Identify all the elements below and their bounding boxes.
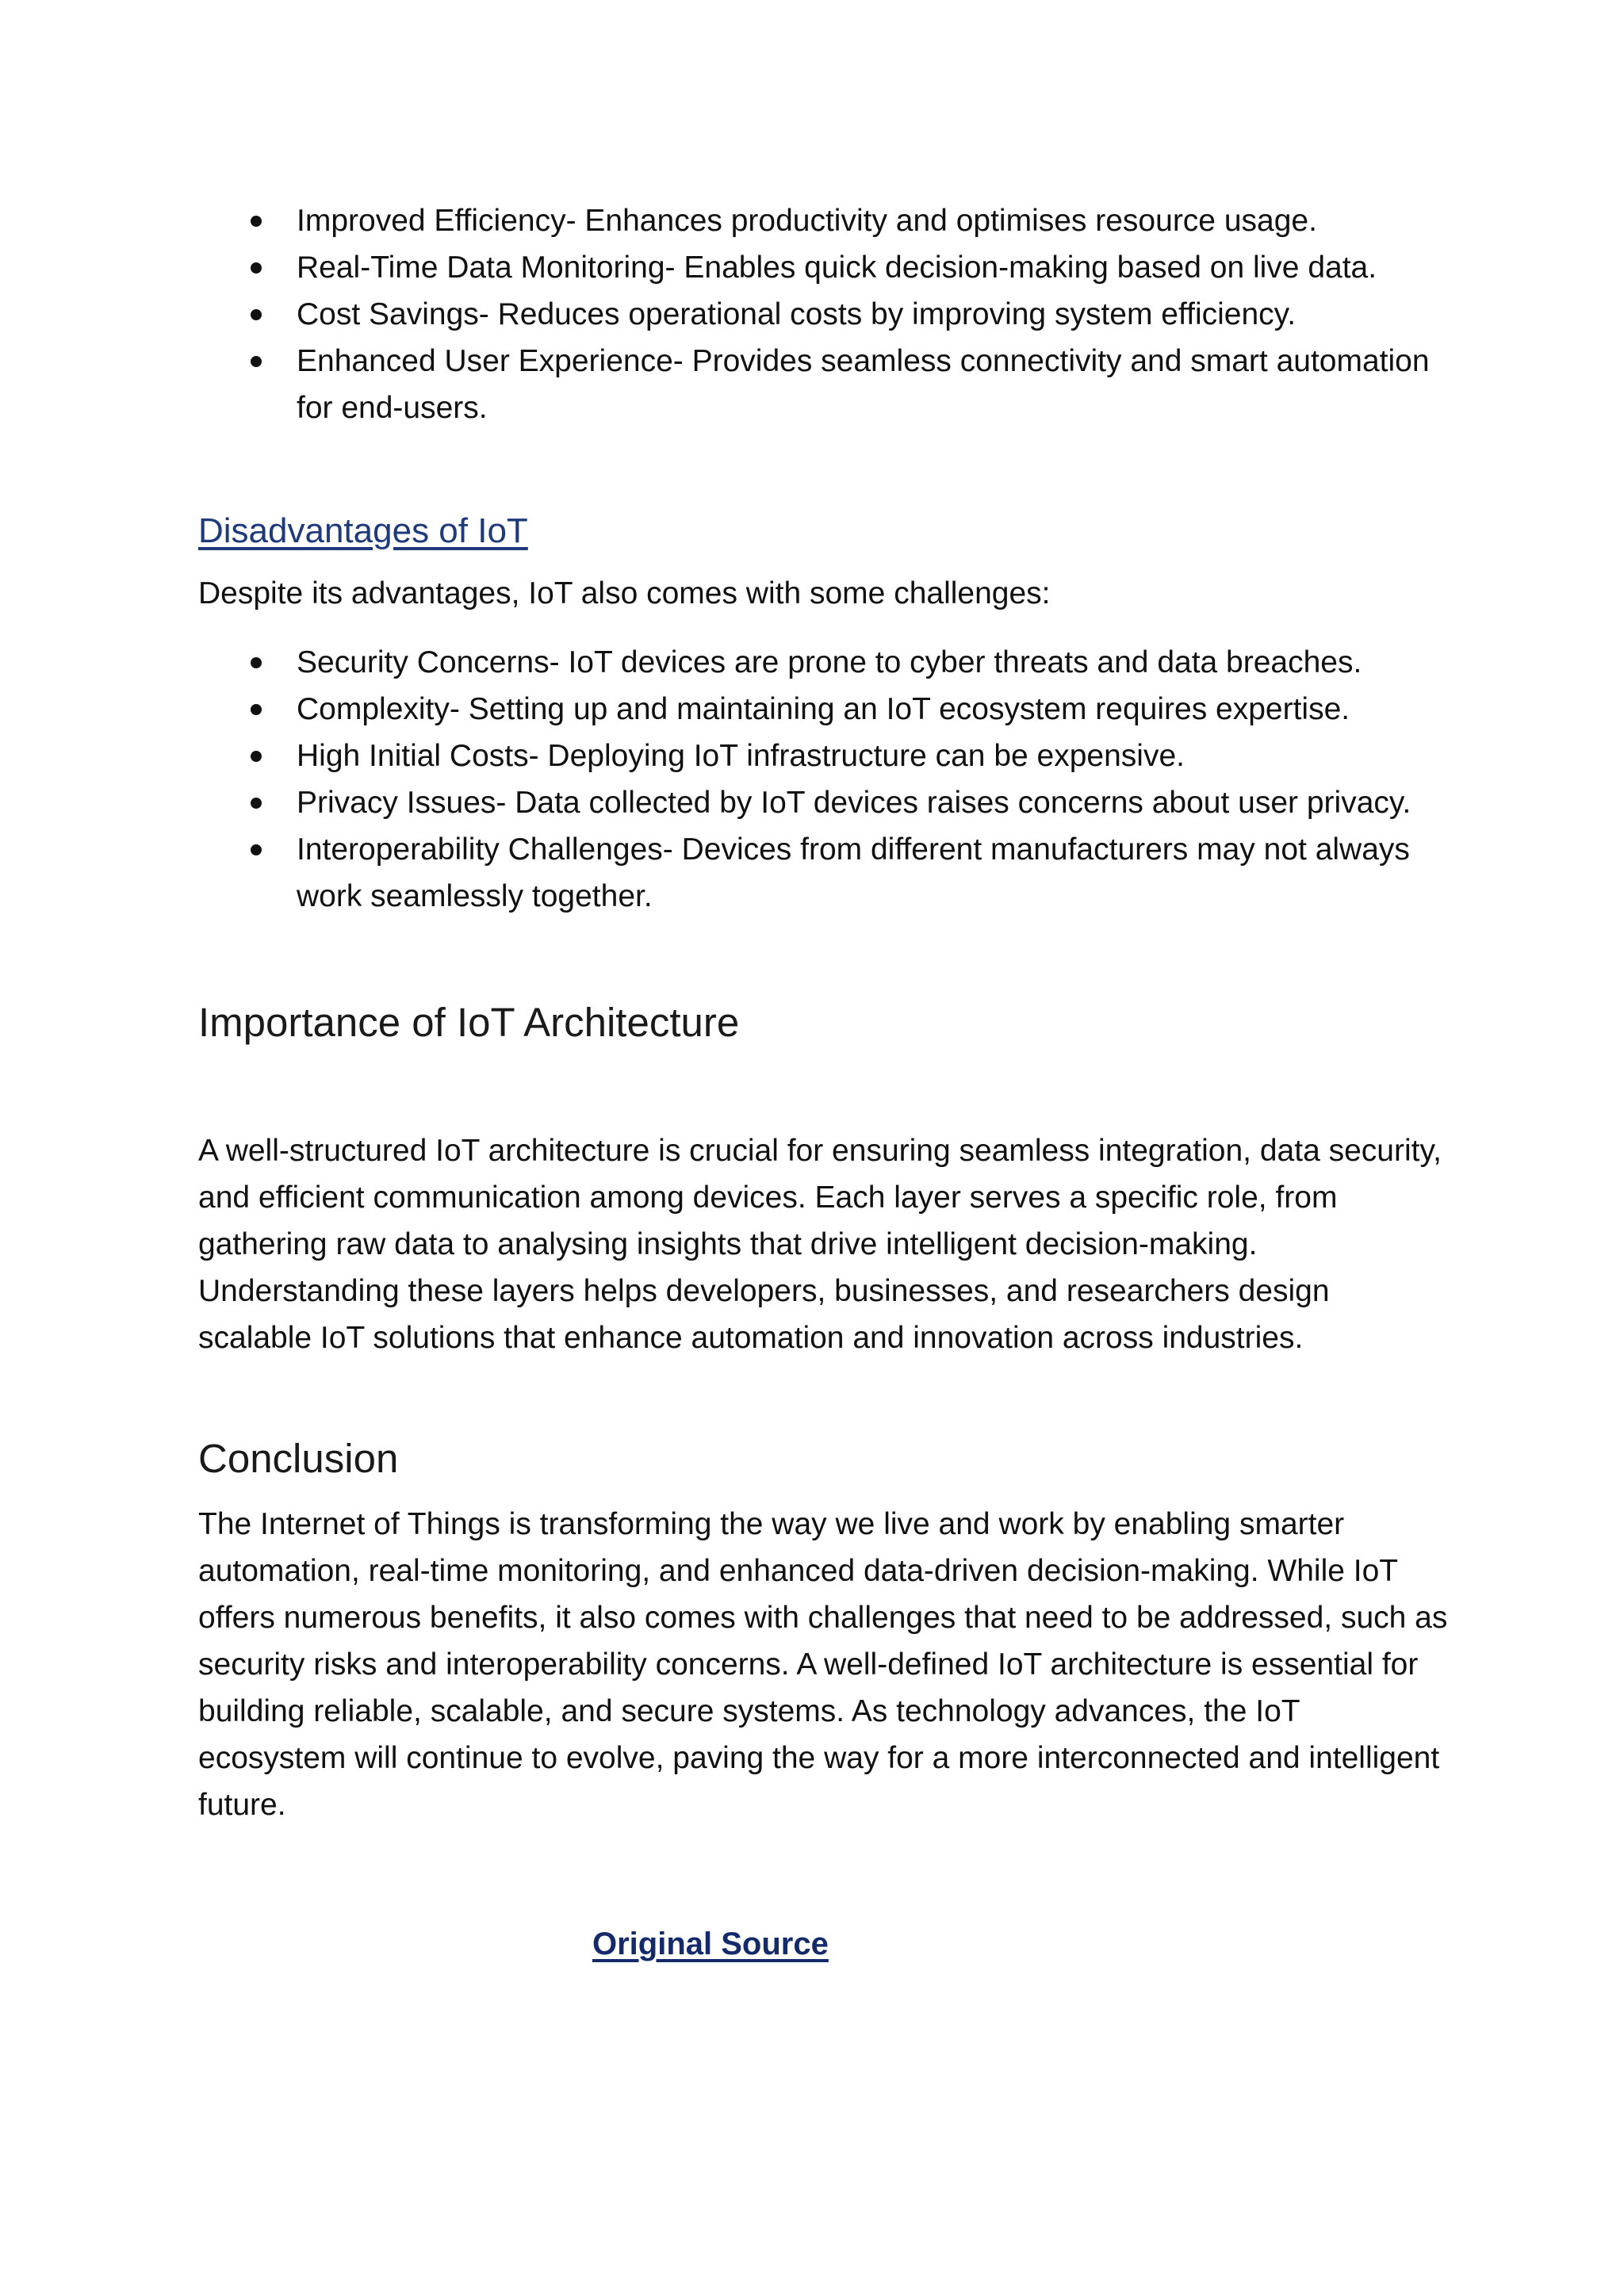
list-item xyxy=(198,338,1451,431)
list-item-text: High Initial Costs- Deploying IoT infrastructure can be expensive. xyxy=(297,739,1185,773)
bullet-icon xyxy=(251,751,262,762)
importance-paragraph: A well-structured IoT architecture is crucial for ensuring seamless integration, data security, and efficient communication among devices. Each layer serves a specific role, from gathering raw data to analysing insights that drive intelligent decision-making. Understanding these layers helps developers, businesses, and researchers design scalable IoT solutions that enhance automation and innovation across industries. xyxy=(198,1134,1442,1355)
list-item-text: Complexity- Setting up and maintaining an IoT ecosystem requires expertise. xyxy=(297,692,1350,726)
bullet-icon xyxy=(251,704,262,715)
bullet-icon xyxy=(251,309,262,320)
disadvantages-intro: Despite its advantages, IoT also comes with some challenges: xyxy=(198,576,1051,610)
disadvantages-heading-link[interactable]: Disadvantages of IoT xyxy=(198,511,528,550)
list-item-text: Interoperability Challenges- Devices from different manufacturers may not always work seamlessly together. xyxy=(297,832,1410,913)
list-item-text: Enhanced User Experience- Provides seamless connectivity and smart automation for end-users. xyxy=(297,344,1430,425)
disadvantages-list xyxy=(198,639,1451,920)
list-item xyxy=(198,197,1451,244)
list-item xyxy=(198,826,1451,920)
bullet-icon xyxy=(251,262,262,274)
list-item-text: Real-Time Data Monitoring- Enables quick decision-making based on live data. xyxy=(297,251,1377,285)
advantages-list xyxy=(198,197,1451,431)
conclusion-paragraph: The Internet of Things is transforming the way we live and work by enabling smarter automation, real-time monitoring, and enhanced data-driven decision-making. While IoT offers numerous benefits, it also comes with challenges that need to be addressed, such as security risks and interoperability concerns. A well-defined IoT architecture is essential for building reliable, scalable, and secure systems. As technology advances, the IoT ecosystem will continue to evolve, paving the way for a more interconnected and intelligent future. xyxy=(198,1507,1448,1822)
list-item xyxy=(198,291,1451,338)
bullet-icon xyxy=(251,798,262,809)
bullet-icon xyxy=(251,356,262,367)
bullet-icon xyxy=(251,216,262,227)
list-item-text: Improved Efficiency- Enhances productivity and optimises resource usage. xyxy=(297,204,1317,238)
list-item-text: Security Concerns- IoT devices are prone to cyber threats and data breaches. xyxy=(297,645,1362,679)
list-item-text: Cost Savings- Reduces operational costs by improving system efficiency. xyxy=(297,297,1297,331)
list-item xyxy=(198,244,1451,291)
list-item-text: Privacy Issues- Data collected by IoT devices raises concerns about user privacy. xyxy=(297,786,1411,820)
original-source-link[interactable]: Original Source xyxy=(592,1927,829,1961)
list-item xyxy=(198,733,1451,779)
bullet-icon xyxy=(251,657,262,668)
conclusion-heading: Conclusion xyxy=(198,1436,399,1481)
list-item xyxy=(198,639,1451,686)
bullet-icon xyxy=(251,844,262,855)
list-item xyxy=(198,686,1451,733)
list-item xyxy=(198,779,1451,826)
importance-heading: Importance of IoT Architecture xyxy=(198,1000,740,1045)
